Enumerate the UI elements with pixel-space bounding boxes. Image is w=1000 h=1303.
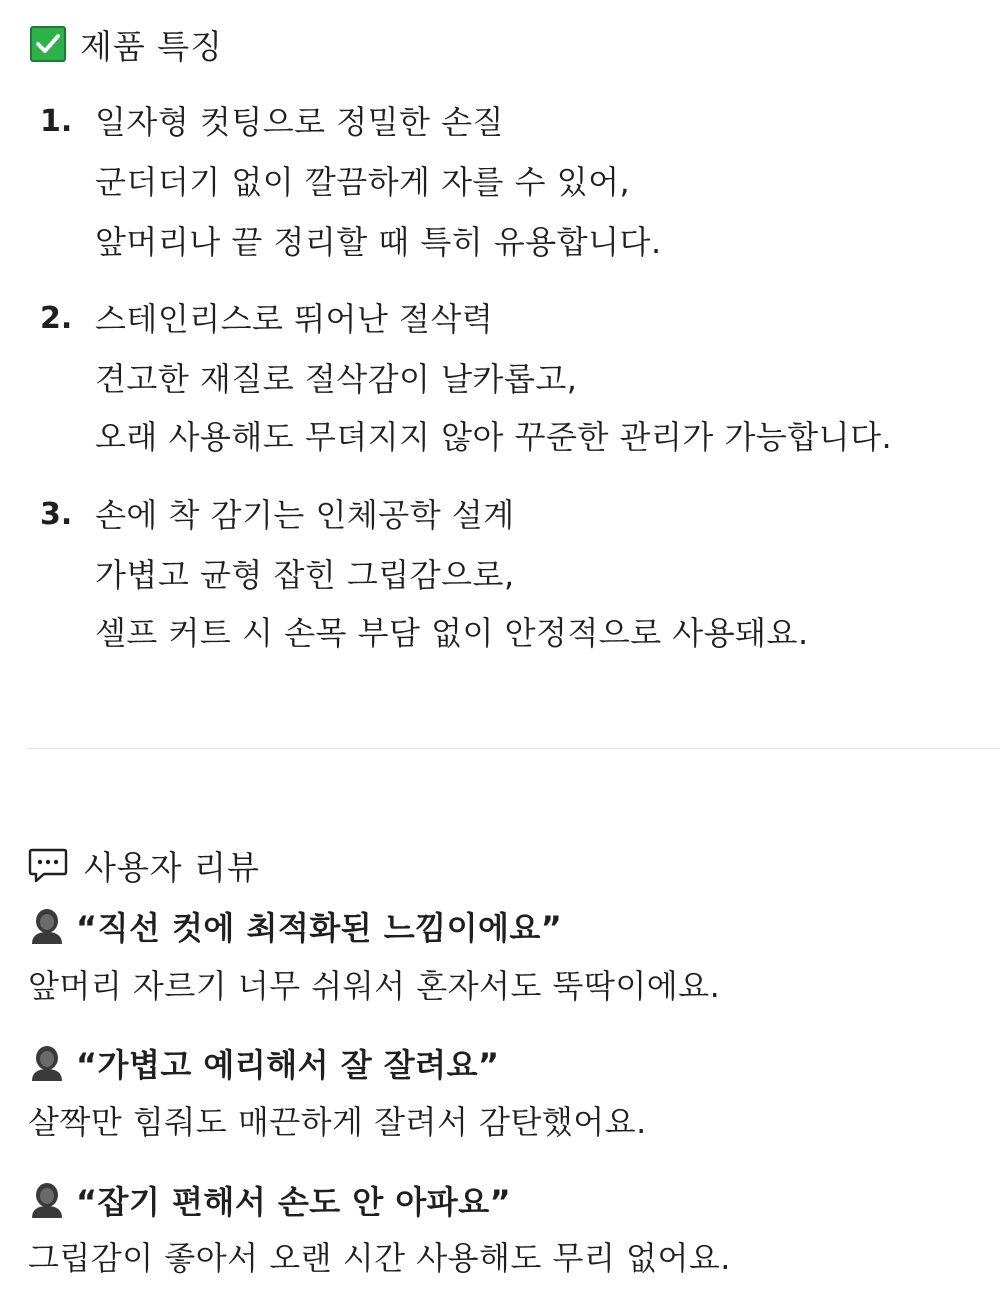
person-silhouette-icon xyxy=(30,1044,64,1082)
feature-number: 1. xyxy=(40,104,73,139)
feature-description: 가볍고 균형 잡힌 그립감으로, xyxy=(95,556,515,594)
features-title: 제품 특징 xyxy=(80,26,224,66)
feature-number: 3. xyxy=(40,497,73,532)
feature-description: 군더더기 없이 깔끔하게 자를 수 있어, xyxy=(95,163,631,201)
feature-description: 앞머리나 끝 정리할 때 특히 유용합니다. xyxy=(95,223,662,261)
reviews-header xyxy=(28,843,260,887)
review-quote-text: “직선 컷에 최적화된 느낌이에요” xyxy=(76,909,563,947)
feature-number: 2. xyxy=(40,301,73,336)
review-body: 그립감이 좋아서 오랜 시간 사용해도 무리 없어요. xyxy=(28,1239,731,1277)
review-quote-text: “가볍고 예리해서 잘 잘려요” xyxy=(76,1046,500,1084)
reviews-title: 사용자 리뷰 xyxy=(84,847,260,887)
review-quote xyxy=(30,1041,500,1085)
review-quote-text: “잡기 편해서 손도 안 아파요” xyxy=(76,1183,512,1221)
feature-description: 견고한 재질로 절삭감이 날카롭고, xyxy=(95,360,578,398)
feature-heading: 일자형 컷팅으로 정밀한 손질 xyxy=(95,103,504,141)
feature-heading: 스테인리스로 뛰어난 절삭력 xyxy=(95,300,494,338)
section-divider xyxy=(28,748,1000,749)
check-mark-button-icon xyxy=(30,26,66,62)
person-silhouette-icon xyxy=(30,907,64,945)
feature-description: 셀프 커트 시 손목 부담 없이 안정적으로 사용돼요. xyxy=(95,614,809,652)
review-body: 앞머리 자르기 너무 쉬워서 혼자서도 뚝딱이에요. xyxy=(28,967,721,1005)
feature-heading: 손에 착 감기는 인체공학 설계 xyxy=(95,496,515,534)
review-quote xyxy=(30,904,562,948)
review-body: 살짝만 힘줘도 매끈하게 잘려서 감탄했어요. xyxy=(28,1103,647,1141)
review-quote xyxy=(30,1178,511,1222)
speech-bubble-icon xyxy=(28,845,68,885)
features-header xyxy=(30,22,223,66)
person-silhouette-icon xyxy=(30,1181,64,1219)
feature-description: 오래 사용해도 무뎌지지 않아 꾸준한 관리가 가능합니다. xyxy=(95,418,893,456)
